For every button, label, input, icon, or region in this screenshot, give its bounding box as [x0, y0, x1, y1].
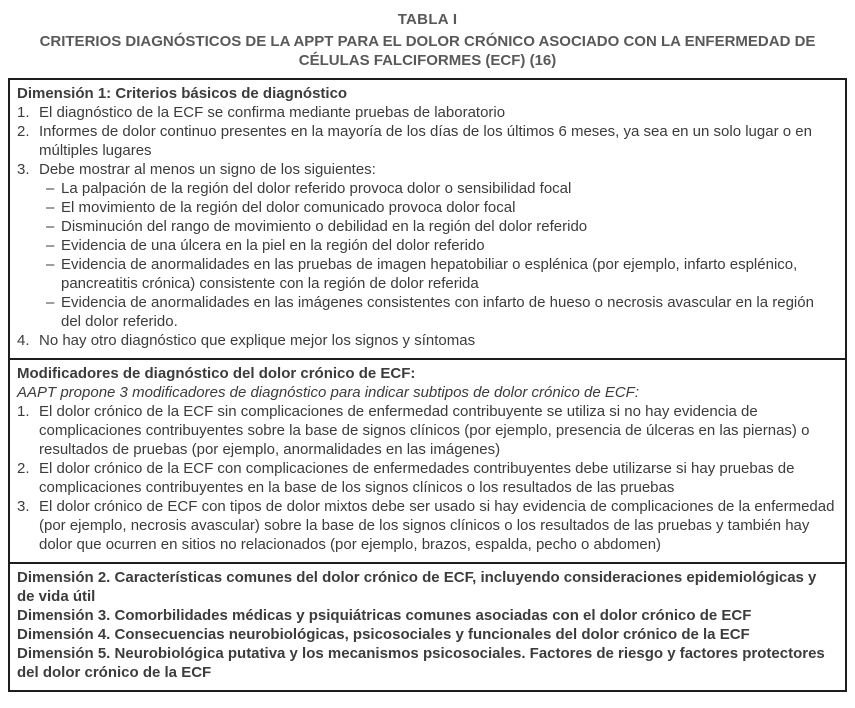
subitem-text: Evidencia de una úlcera en la piel en la región del dolor referido — [61, 237, 485, 254]
dash-marker: – — [46, 237, 55, 254]
dimension-2-line: Dimensión 2. Características comunes del dolor crónico de ECF, incluyendo consideraciones epidemiológicas y de vida útil — [17, 569, 817, 605]
dimension-5-line: Dimensión 5. Neurobiológica putativa y los mecanismos psicosociales. Factores de riesgo y factores protectores del dolor crónico de la ECF — [17, 645, 825, 681]
item-text: El dolor crónico de ECF con tipos de dolor mixtos debe ser usado si hay evidencia de complicaciones de la enfermedad (por ejemplo, necrosis avascular) sobre la base de los signos clínicos o los resultados de las pruebas y también hay dolor que ocurren en sitios no relacionados (por ejemplo, brazos, espalda, pecho o abdomen) — [39, 498, 835, 553]
item-marker: 4. — [17, 332, 30, 349]
item-text: El diagnóstico de la ECF se confirma mediante pruebas de laboratorio — [39, 104, 506, 121]
sign-subitem-6 — [17, 293, 836, 331]
dimension-1-heading: Dimensión 1: Criterios básicos de diagnóstico — [17, 85, 348, 102]
section-dimensions-2-5 — [10, 564, 845, 690]
dash-marker: – — [46, 180, 55, 197]
modifier-item-1 — [17, 402, 836, 459]
modifier-item-3 — [17, 497, 836, 554]
sign-subitem-2 — [17, 198, 836, 217]
sign-subitem-3 — [17, 217, 836, 236]
subitem-text: Evidencia de anormalidades en las pruebas de imagen hepatobiliar o esplénica (por ejemplo, infarto esplénico, pancreatitis crónica) consistente con la región de dolor referida — [61, 256, 798, 292]
table-subtitle: CRITERIOS DIAGNÓSTICOS DE LA APPT PARA EL DOLOR CRÓNICO ASOCIADO CON LA ENFERMEDAD DE CÉLULAS FALCIFORMES (ECF) (16) — [39, 33, 816, 69]
item-marker: 1. — [17, 403, 30, 420]
item-marker: 2. — [17, 123, 30, 140]
criteria-table — [8, 78, 847, 692]
section-dimension-1 — [10, 80, 845, 360]
subitem-text: Evidencia de anormalidades en las imágenes consistentes con infarto de hueso o necrosis avascular en la región del dolor referido. — [61, 294, 814, 330]
item-text: Informes de dolor continuo presentes en la mayoría de los días de los últimos 6 meses, ya sea en un solo lugar o en múltiples lugares — [39, 123, 812, 159]
table-caption — [8, 8, 847, 78]
item-marker: 3. — [17, 161, 30, 178]
dash-marker: – — [46, 199, 55, 216]
table-title: TABLA I — [397, 11, 458, 28]
item-text: El dolor crónico de la ECF sin complicaciones de enfermedad contribuyente se utiliza si no hay evidencia de complicaciones contribuyentes sobre la base de signos clínicos (por ejemplo, presencia de úlceras en las piernas) o resultados de pruebas (por ejemplo, anormalidades en las imágenes) — [39, 403, 810, 458]
item-marker: 3. — [17, 498, 30, 515]
sign-subitem-1 — [17, 179, 836, 198]
item-marker: 2. — [17, 460, 30, 477]
subitem-text: El movimiento de la región del dolor comunicado provoca dolor focal — [61, 199, 516, 216]
sign-subitem-5 — [17, 255, 836, 293]
criterion-item-1 — [17, 103, 836, 122]
section-modifiers — [10, 360, 845, 564]
modifiers-intro: AAPT propone 3 modificadores de diagnóstico para indicar subtipos de dolor crónico de ECF: — [17, 384, 640, 401]
dimension-3-line: Dimensión 3. Comorbilidades médicas y psiquiátricas comunes asociadas con el dolor crónico de ECF — [17, 607, 752, 624]
criterion-item-2 — [17, 122, 836, 160]
item-text: El dolor crónico de la ECF con complicaciones de enfermedades contribuyentes debe utilizarse si hay pruebas de complicaciones contribuyentes en la base de los signos clínicos o los resultados de las pruebas — [39, 460, 795, 496]
modifiers-heading: Modificadores de diagnóstico del dolor crónico de ECF: — [17, 365, 416, 382]
item-text: Debe mostrar al menos un signo de los siguientes: — [39, 161, 376, 178]
dash-marker: – — [46, 218, 55, 235]
subitem-text: Disminución del rango de movimiento o debilidad en la región del dolor referido — [61, 218, 588, 235]
item-text: No hay otro diagnóstico que explique mejor los signos y síntomas — [39, 332, 476, 349]
criterion-item-3 — [17, 160, 836, 179]
criterion-item-4 — [17, 331, 836, 350]
dimension-4-line: Dimensión 4. Consecuencias neurobiológicas, psicosociales y funcionales del dolor crónico de la ECF — [17, 626, 750, 643]
modifier-item-2 — [17, 459, 836, 497]
item-marker: 1. — [17, 104, 30, 121]
sign-subitem-4 — [17, 236, 836, 255]
dash-marker: – — [46, 294, 55, 311]
subitem-text: La palpación de la región del dolor referido provoca dolor o sensibilidad focal — [61, 180, 572, 197]
dash-marker: – — [46, 256, 55, 273]
